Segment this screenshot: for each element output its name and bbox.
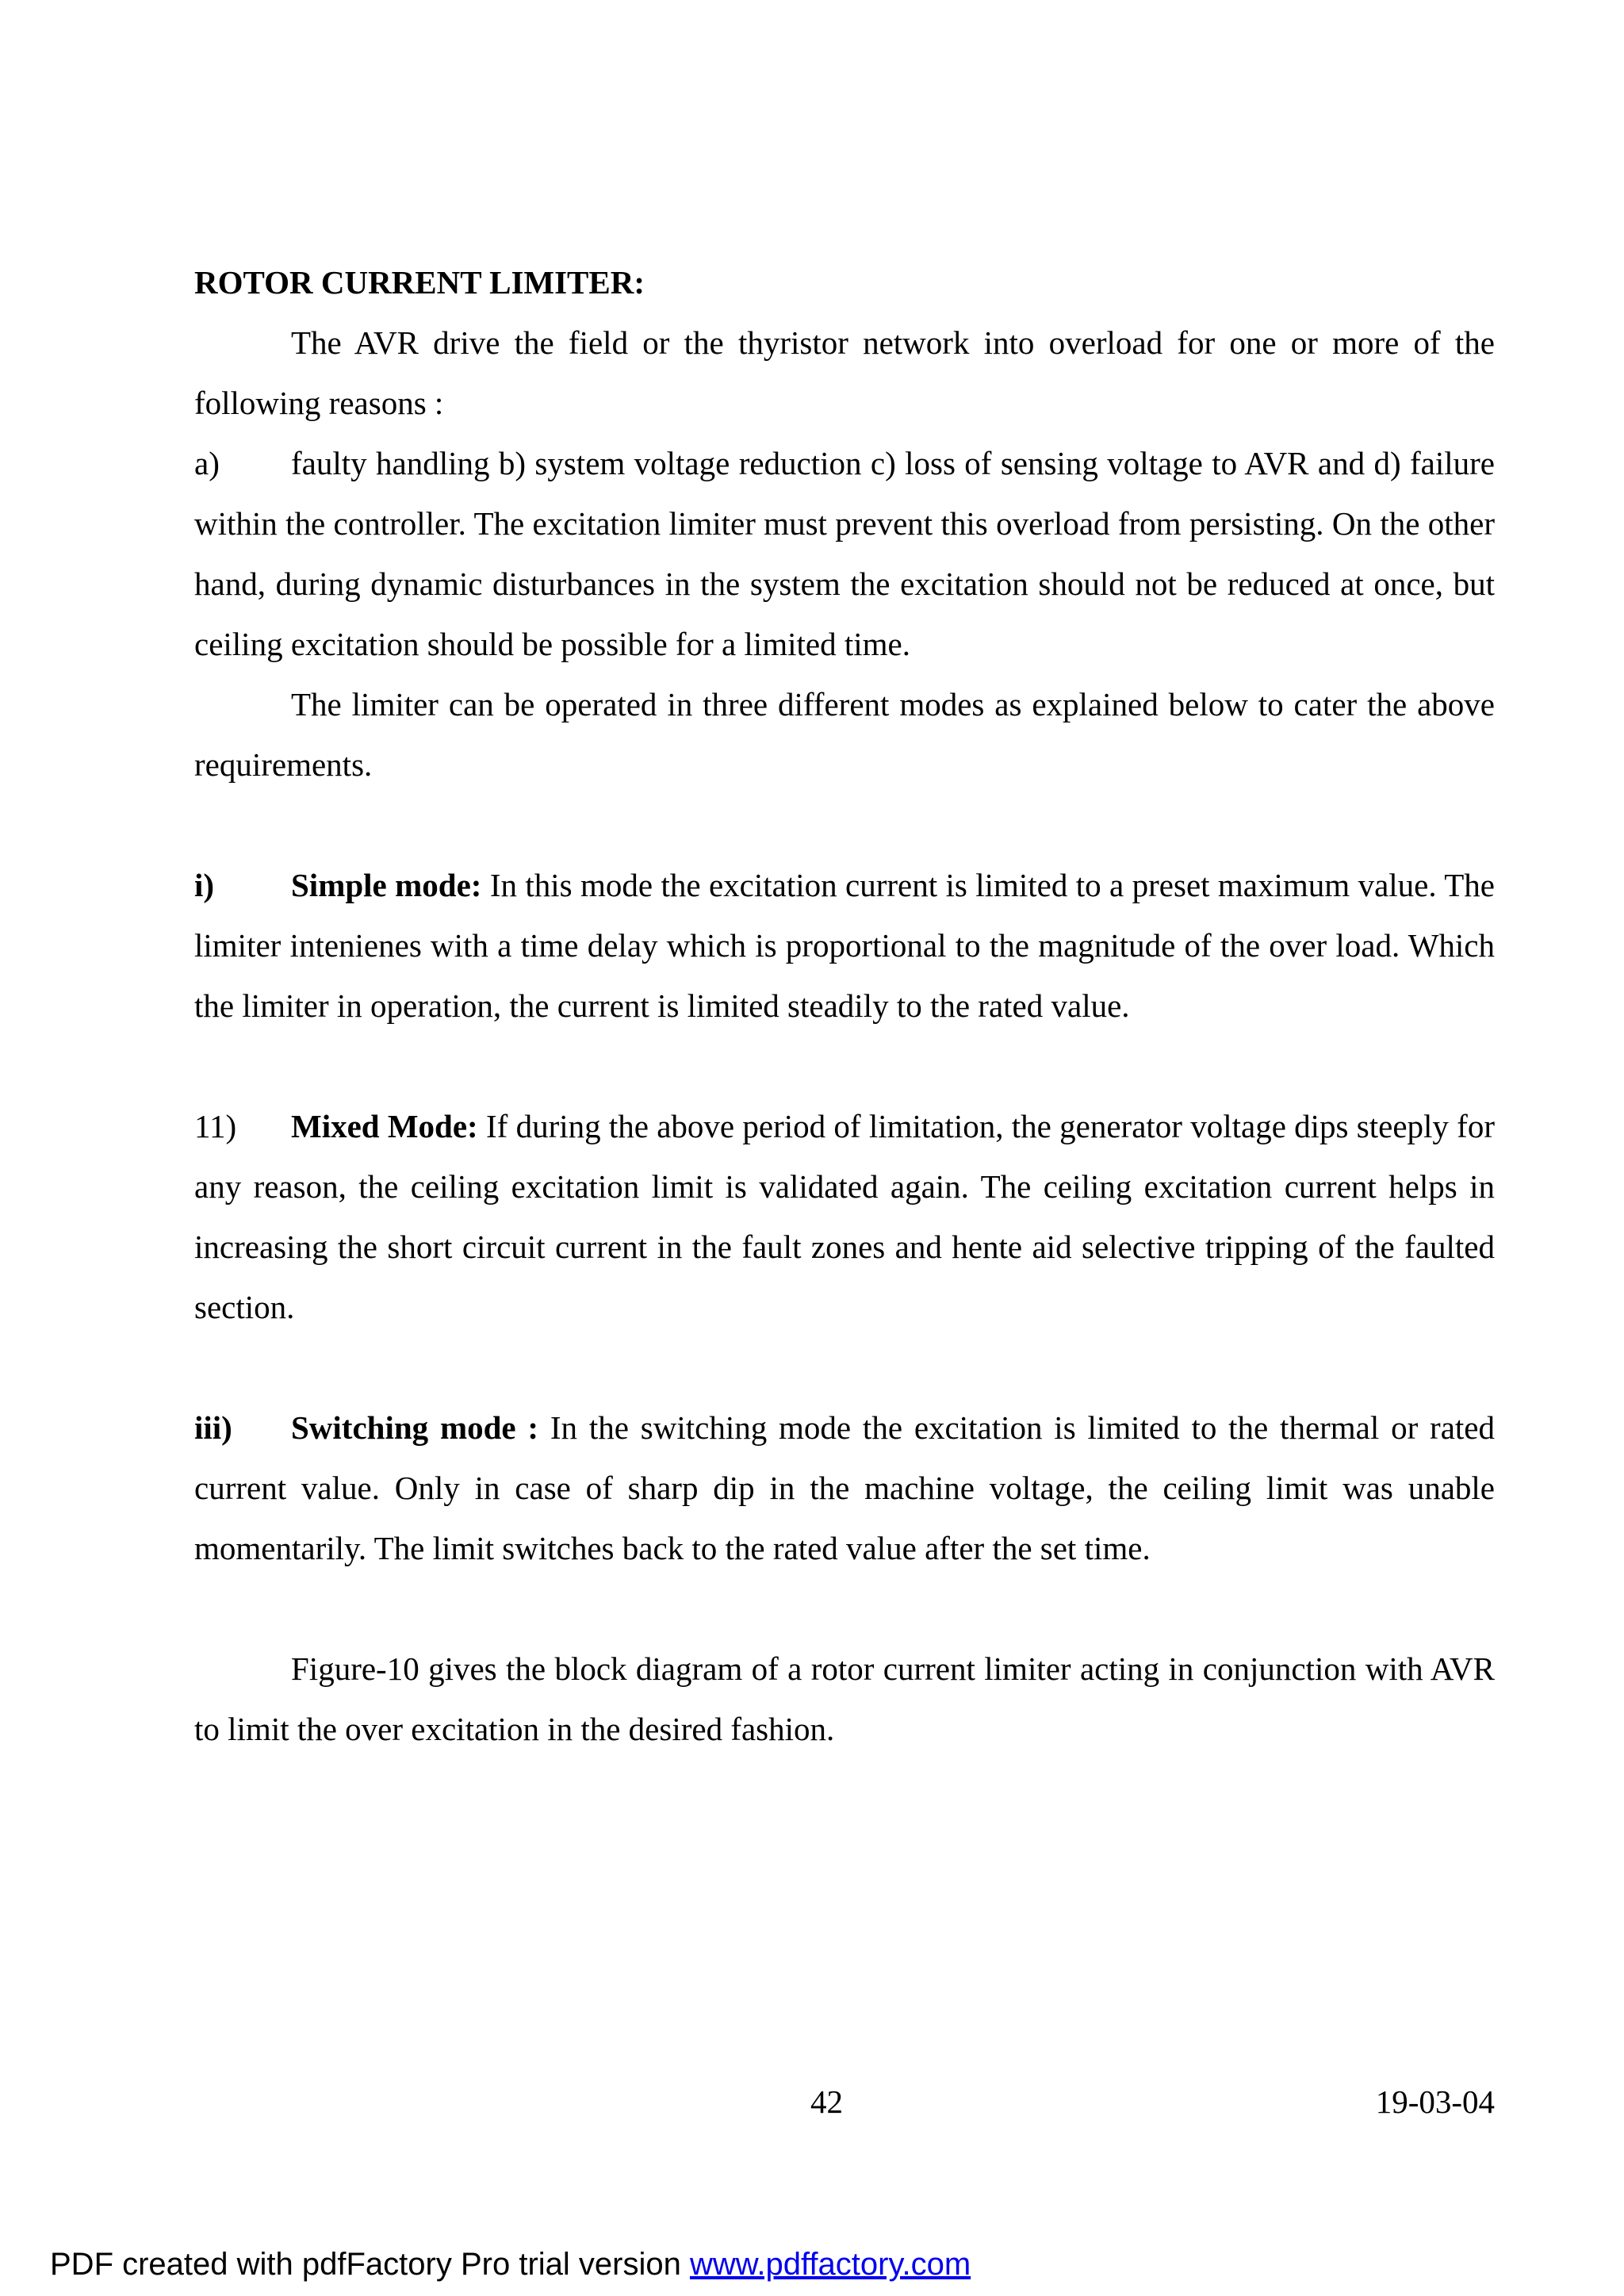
document-body [194,252,1495,1759]
pdf-creator-banner [50,2244,971,2284]
mode-text: In the switching mode the excitation is limited to the thermal or rated current value. Only in case of sharp dip in the machine voltage, the ceiling limit was unable momentarily. The limit switches back to the rated value after the set time. [194,1409,1495,1566]
footer-date: 19-03-04 [1375,2083,1495,2120]
intro-paragraph: The AVR drive the field or the thyristor network into overload for one or more of the following reasons : [194,324,1495,421]
section-heading: ROTOR CURRENT LIMITER: [194,264,645,301]
mode-item-mixed [194,1096,1495,1337]
mode-text: In this mode the excitation current is limited to a preset maximum value. The limiter intenienes with a time delay which is proportional to the magnitude of the over load. Which the limiter in operation, the current is limited steadily to the rated value. [194,867,1495,1024]
page-number: 42 [810,2083,843,2120]
pdffactory-link[interactable]: www.pdffactory.com [689,2247,971,2282]
mode-item-simple [194,855,1495,1036]
mode-text: If during the above period of limitation, the generator voltage dips steeply for any reason, the ceiling excitation limit is validated again. The ceiling excitation current helps in increasing the short circuit current in the fault zones and hente aid selective tripping of the faulted section. [194,1108,1495,1325]
reasons-marker: a) [194,445,220,481]
mode-item-switching [194,1397,1495,1578]
mode-marker: 11) [194,1108,237,1144]
mode-title: Switching mode : [291,1409,539,1446]
mode-marker: iii) [194,1409,232,1446]
reasons-paragraph [194,433,1495,674]
banner-text: PDF created with pdfFactory Pro trial version [50,2247,690,2282]
closing-paragraph: Figure-10 gives the block diagram of a rotor current limiter acting in conjunction with AVR to limit the over excitation in the desired fashion. [194,1650,1495,1747]
requirements-paragraph: The limiter can be operated in three different modes as explained below to cater the above requirements. [194,686,1495,783]
mode-title: Mixed Mode: [291,1108,478,1144]
mode-marker: i) [194,867,215,903]
reasons-text: faulty handling b) system voltage reduction c) loss of sensing voltage to AVR and d) failure within the controller. The excitation limiter must prevent this overload from persisting. On the other hand, during dynamic disturbances in the system the excitation should not be reduced at once, but ceiling excitation should be possible for a limited time. [194,445,1495,662]
mode-title: Simple mode: [291,867,482,903]
